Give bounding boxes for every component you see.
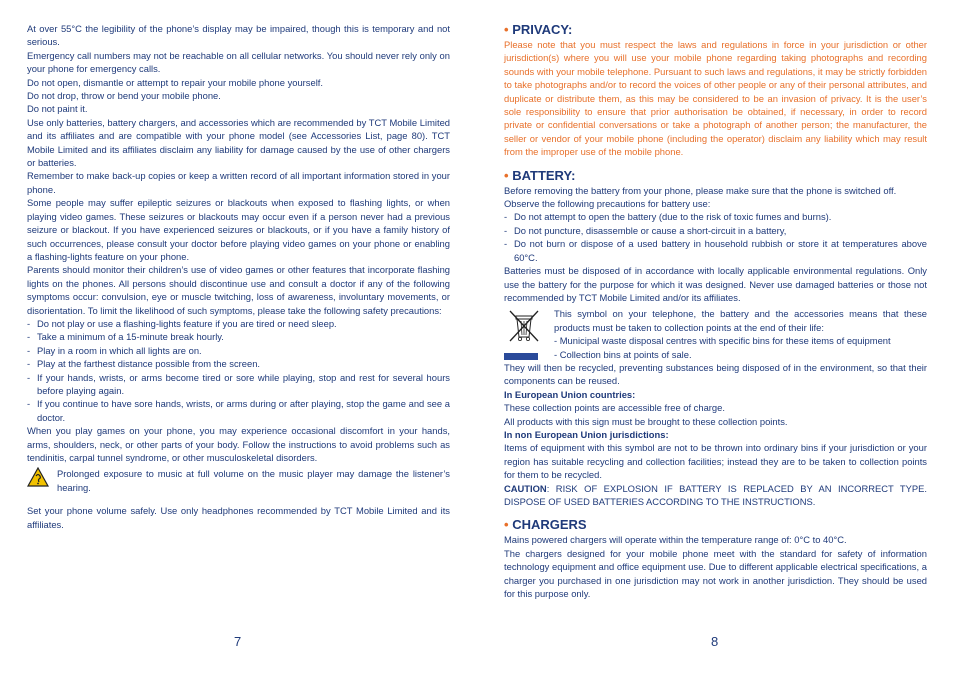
paragraph: Emergency call numbers may not be reachable on all cellular networks. You should never rely only on your phone for emergency calls. xyxy=(27,49,450,75)
list-item: - Do not attempt to open the battery (due to the risk of toxic fumes and burns). xyxy=(504,210,927,223)
recycling-notice xyxy=(504,307,927,361)
paragraph: Batteries must be disposed of in accordance with locally applicable environmental regulations. Only use the battery for the purpose for which it was designed. Never use damaged batteries or those not recommended by TCT Mobile Limited and/or its affiliates. xyxy=(504,265,927,303)
caution-body: : RISK OF EXPLOSION IF BATTERY IS REPLACED BY AN INCORRECT TYPE. DISPOSE OF USED BATTERIES ACCORDING TO THE INSTRUCTIONS. xyxy=(504,482,927,507)
list-item: - Play at the farthest distance possible from the screen. xyxy=(27,357,450,370)
crossed-out-bin-icon xyxy=(504,307,544,343)
caution-label: CAUTION xyxy=(504,482,547,494)
section-bullet: • xyxy=(504,22,509,37)
paragraph: Do not open, dismantle or attempt to repair your mobile phone yourself. xyxy=(27,76,323,88)
list-item: - Collection bins at points of sale. xyxy=(554,348,692,360)
warning-text: Prolonged exposure to music at full volume on the music player may damage the listener’s hearing. xyxy=(57,468,450,493)
list-item: - Do not play or use a flashing-lights feature if you are tired or need sleep. xyxy=(27,317,450,330)
paragraph: The chargers designed for your mobile phone meet with the standard for safety of information technology equipment and office equipment use. Due to different applicable electrical specifications, a charger you purchased in one jurisdiction may not work in another jurisdiction. They should be used for this purpose only. xyxy=(504,547,927,600)
paragraph: Do not paint it. xyxy=(27,103,88,115)
paragraph: Mains powered chargers will operate within the temperature range of: 0°C to 40°C. xyxy=(504,534,847,546)
list-item: - Do not burn or dispose of a used battery in household rubbish or store it at temperatures above 60°C. xyxy=(504,237,927,264)
paragraph: They will then be recycled, preventing substances being disposed of in the environment, so that their components can be reused. xyxy=(504,361,927,387)
list-item: - Municipal waste disposal centres with specific bins for these items of equipment xyxy=(554,335,891,347)
paragraph: Set your phone volume safely. Use only headphones recommended by TCT Mobile Limited and its affiliates. xyxy=(27,505,450,530)
section-title-text: CHARGERS xyxy=(512,517,587,533)
paragraph: This symbol on your telephone, the battery and the accessories means that these products must be taken to collection points at the end of their life: xyxy=(554,308,927,333)
list-item: - Do not puncture, disassemble or cause a short-circuit in a battery, xyxy=(504,224,927,237)
section-title-privacy xyxy=(504,22,927,38)
paragraph: These collection points are accessible free of charge. xyxy=(504,402,725,414)
left-page-content xyxy=(27,22,450,531)
section-title-chargers xyxy=(504,517,927,533)
paragraph: All products with this sign must be brought to these collection points. xyxy=(504,415,788,427)
section-bullet: • xyxy=(504,167,509,183)
paragraph: Observe the following precautions for battery use: xyxy=(504,198,711,210)
paragraph: Some people may suffer epileptic seizures or blackouts when exposed to flashing lights, or when playing video games. These seizures or blackouts may occur even if a person never had a previous seizure or blackout. If you have experienced seizures or blackouts, or if you have a family history of such occurrences, please consult your doctor before playing video games on your phone or enabling a flashing-lights feature on your phone. xyxy=(27,197,450,262)
list-item: - If you continue to have sore hands, wrists, or arms during or after playing, stop the game and see a doctor. xyxy=(27,397,450,424)
eu-heading-text: In European Union countries: xyxy=(504,388,636,400)
list-item: - Play in a room in which all lights are on. xyxy=(27,344,450,357)
right-page-content xyxy=(504,22,927,600)
recycling-text xyxy=(554,307,927,361)
caution-text xyxy=(504,482,927,509)
paragraph: When you play games on your phone, you may experience occasional discomfort in your hands, arms, shoulders, neck, or other parts of your body. Follow the instructions to avoid problems such as tendinitis, carpal tunnel syndrome, or other musculoskeletal disorders. xyxy=(27,425,450,463)
page-number-left: 7 xyxy=(234,634,242,649)
paragraph: Remember to make back-up copies or keep a written record of all important information stored in your phone. xyxy=(27,170,450,195)
section-title-text: PRIVACY: xyxy=(512,22,573,37)
list-item: - If your hands, wrists, or arms become tired or sore while playing, stop and rest for several hours before playing again. xyxy=(27,371,450,398)
privacy-text: Please note that you must respect the laws and regulations in force in your jurisdiction or other jurisdiction(s) where you will use your mobile phone regarding taking photographs and recording sounds with your mobile telephone. Pursuant to such laws and regulations, it may be strictly forbidden to take photographs and/or to record the voices of other people or any of their personal attributes, and duplicate or distribute them, as this may be considered to be an invasion of privacy. It is the user’s sole responsibility to ensure that prior authorisation be obtained, if necessary, in order to record private or confidential conversations or take a photograph of another person; the manufacturer, the seller or vendor of your mobile phone (including the operator) disclaim any liability which may result from the improper use of the mobile phone. xyxy=(504,39,927,158)
hearing-warning-icon xyxy=(27,467,49,487)
list-item: - Take a minimum of a 15-minute break hourly. xyxy=(27,330,450,343)
paragraph: Items of equipment with this symbol are not to be thrown into ordinary bins if your jurisdiction or your region has suitable recycling and collection facilities; instead they are to be taken to collection points for them to be recycled. xyxy=(504,442,927,481)
non-eu-heading-text: In non European Union jurisdictions: xyxy=(504,428,669,440)
section-title-battery xyxy=(504,168,927,184)
non-eu-heading xyxy=(504,428,927,441)
paragraph: Do not drop, throw or bend your mobile phone. xyxy=(27,90,221,102)
hearing-warning xyxy=(27,467,450,494)
bin-symbol xyxy=(504,307,544,359)
section-bullet: • xyxy=(504,517,509,533)
page-number-right: 8 xyxy=(711,634,719,649)
eu-heading xyxy=(504,388,927,401)
paragraph: Use only batteries, battery chargers, and accessories which are recommended by TCT Mobile Limited and its affiliates and are compatible with your phone model (see Accessories List, page 80). TCT Mobile Limited and its affiliates disclaim any liability for damage caused by the use of other chargers or batteries. xyxy=(27,116,450,169)
paragraph: Parents should monitor their children’s use of video games or other features that incorporate flashing lights on the phones. All persons should discontinue use and consult a doctor if any of the following symptoms occur: convulsion, eye or muscle twitching, loss of awareness, involuntary movements, or disorientation. To limit the likelihood of such symptoms, please take the following safety precautions: xyxy=(27,264,450,316)
paragraph: Before removing the battery from your phone, please make sure that the phone is switched off. xyxy=(504,184,897,196)
bin-symbol-bar xyxy=(504,353,538,360)
section-title-text: BATTERY: xyxy=(512,167,576,183)
paragraph: At over 55°C the legibility of the phone’s display may be impaired, though this is temporary and not serious. xyxy=(27,23,450,48)
